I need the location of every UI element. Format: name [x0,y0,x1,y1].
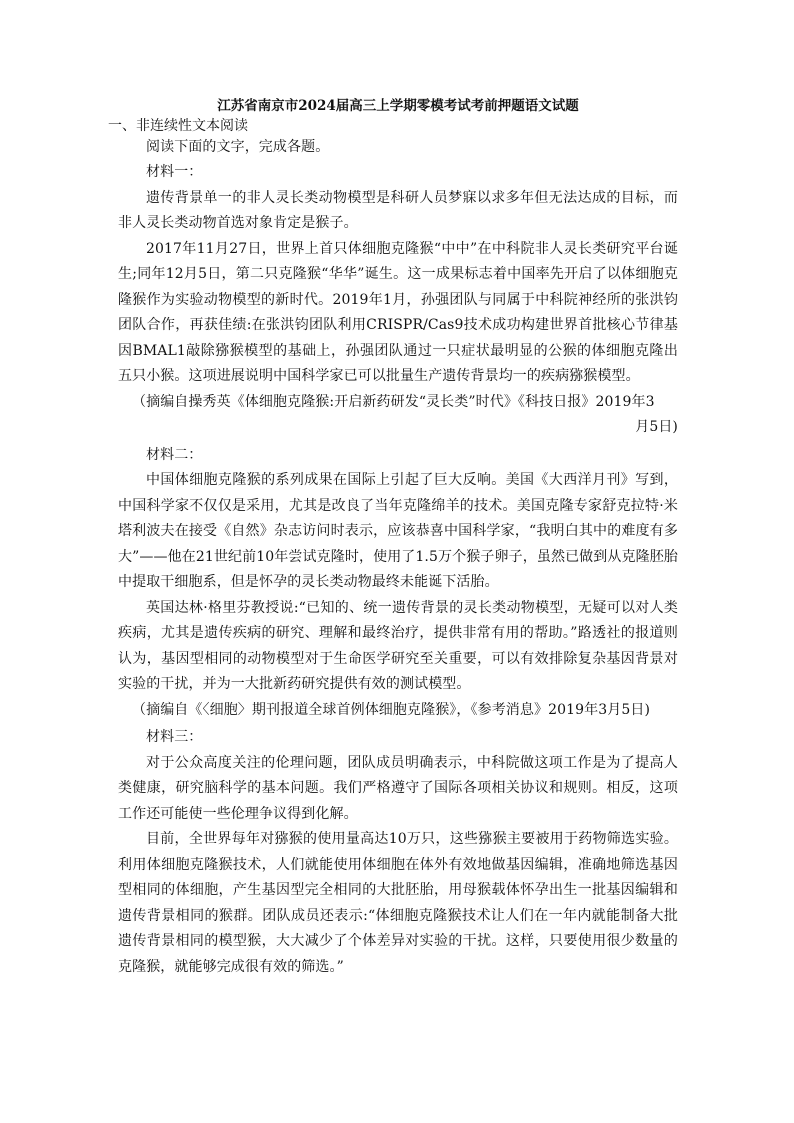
material3-paragraph-1: 对于公众高度关注的伦理问题，团队成员明确表示，中科院做这项工作是为了提高人类健康，研究脑科学的基本问题。我们严格遵守了国际各项相关协议和规则。相反，这项工作还可能使一些伦理争议得到化解。 [118,754,678,822]
material2-paragraph-2: 英国达林·格里芬教授说:“已知的、统一遗传背景的灵长类动物模型，无疑可以对人类疾病，尤其是遗传疾病的研究、理解和最终治疗，提供非常有用的帮助。”路透社的报道则认为，基因型相同的动物模型对于生命医学研究至关重要，可以有效排除复杂基因背景对实验的干扰，并为一大批新药研究提供有效的测试模型。 [118,599,678,692]
material1-paragraph-1: 遗传背景单一的非人灵长类动物模型是科研人员梦寐以求多年但无法达成的目标，而非人灵长类动物首选对象肯定是猴子。 [118,189,678,231]
instruction-text: 阅读下面的文字，完成各题。 [146,139,330,155]
section-heading: 一、非连续性文本阅读 [108,118,248,134]
material2-label: 材料二： [146,446,203,463]
document-title: 江苏省南京市2024届高三上学期零模考试考前押题语文试题 [217,98,579,114]
material1-label: 材料一： [146,164,203,180]
material1-source-line-2: 月5日) [635,419,678,435]
material2-source: （摘编自《〈细胞〉期刊报道全球首例体细胞克隆猴》，《参考消息》2019年3月5日) [132,701,651,718]
material3-label: 材料三： [146,729,203,745]
material2-paragraph-1: 中国体细胞克隆猴的系列成果在国际上引起了巨大反响。美国《大西洋月刊》写到，中国科学家不仅仅是采用，尤其是改良了当年克隆绵羊的技术。美国克隆专家舒克拉特·米塔利波夫在接受《自然》杂志访问时表示，应该恭喜中国科学家，“我明白其中的难度有多大”——他在21世纪前10年尝试克隆时，使用了1.5万个猴子卵子，虽然已做到从克隆胚胎中提取干细胞系，但是怀孕的灵长类动物最终未能诞下活胎。 [118,472,678,590]
document-page [108,96,678,980]
material1-source-line-1: （摘编自操秀英《体细胞克隆猴:开启新药研发“灵长类”时代》《科技日报》2019年3 [132,393,655,410]
material3-paragraph-2: 目前，全世界每年对猕猴的使用量高达10万只，这些猕猴主要被用于药物筛选实验。利用体细胞克隆猴技术，人们就能使用体细胞在体外有效地做基因编辑，准确地筛选基因型相同的体细胞，产生基因型完全相同的大批胚胎，用母猴载体怀孕出生一批基因编辑和遗传背景相同的猴群。团队成员还表示:“体细胞克隆猴技术让人们在一年内就能制备大批遗传背景相同的模型猴，大大减少了个体差异对实验的干扰。这样，只要使用很少数量的克隆猴，就能够完成很有效的筛选。” [118,831,678,975]
material1-paragraph-2: 2017年11月27日，世界上首只体细胞克隆猴“中中”在中科院非人灵长类研究平台诞生;同年12月5日，第二只克隆猴“华华”诞生。这一成果标志着中国率先开启了以体细胞克隆猴作为实验动物模型的新时代。2019年1月，孙强团队与同属于中科院神经所的张洪钧团队合作，再获佳绩:在张洪钧团队利用CRISPR/Cas9技术成功构建世界首批核心节律基因BMAL1敲除猕猴模型的基础上，孙强团队通过一只症状最明显的公猴的体细胞克隆出五只小猴。这项进展说明中国科学家已可以批量生产遗传背景均一的疾病猕猴模型。 [118,240,678,384]
